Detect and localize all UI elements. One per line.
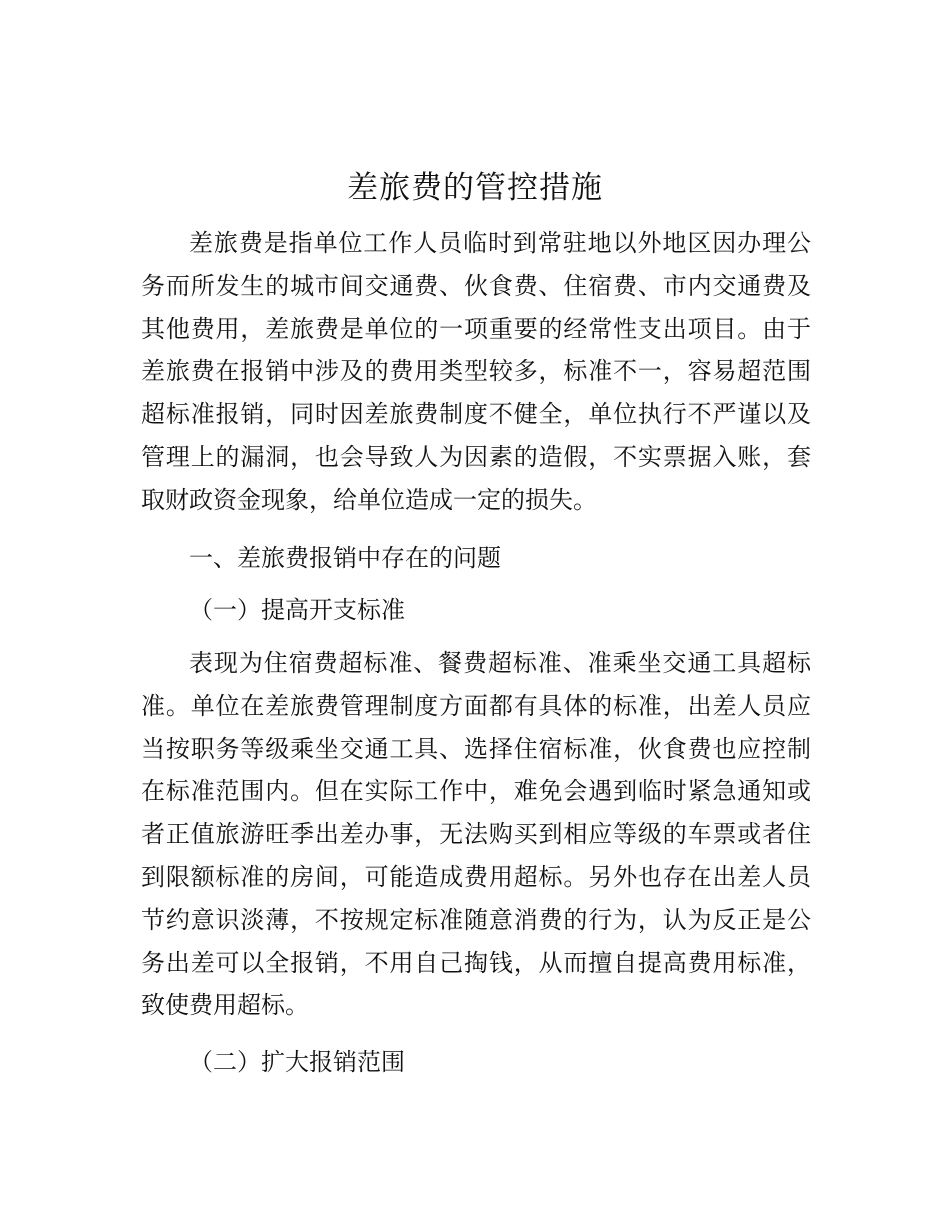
subsection-heading-raise-standards: （一）提高开支标准 [189, 596, 405, 624]
subsection-heading-expand-scope: （二）扩大报销范围 [189, 1048, 405, 1076]
document-title: 差旅费的管控措施 [347, 170, 603, 206]
intro-paragraph: 差旅费是指单位工作人员临时到常驻地以外地区因办理公务而所发生的城市间交通费、伙食费、住宿费、市内交通费及其他费用，差旅费是单位的一项重要的经常性支出项目。由于差旅费在报销中涉及的费用类型较多，标准不一，容易超范围超标准报销，同时因差旅费制度不健全，单位执行不严谨以及管理上的漏洞，也会导致人为因素的造假，不实票据入账，套取财政资金现象，给单位造成一定的损失。 [141, 229, 811, 514]
subsection-paragraph-raise-standards: 表现为住宿费超标准、餐费超标准、准乘坐交通工具超标准。单位在差旅费管理制度方面都有具体的标准，出差人员应当按职务等级乘坐交通工具、选择住宿标准，伙食费也应控制在标准范围内。但在实际工作中，难免会遇到临时紧急通知或者正值旅游旺季出差办事，无法购买到相应等级的车票或者住到限额标准的房间，可能造成费用超标。另外也存在出差人员节约意识淡薄，不按规定标准随意消费的行为，认为反正是公务出差可以全报销，不用自己掏钱，从而擅自提高费用标准，致使费用超标。 [141, 649, 811, 1020]
section-heading-problems: 一、差旅费报销中存在的问题 [189, 544, 501, 572]
